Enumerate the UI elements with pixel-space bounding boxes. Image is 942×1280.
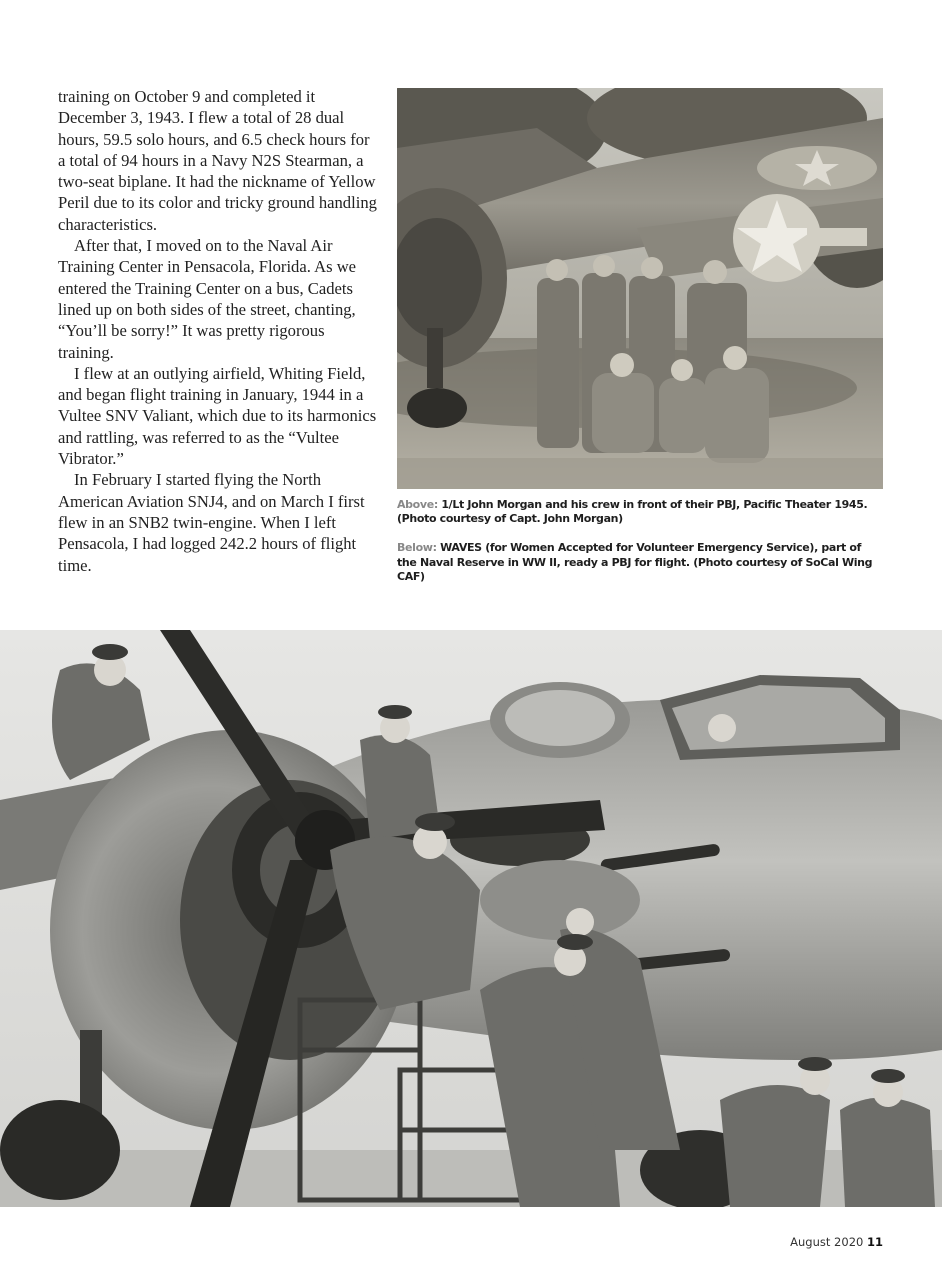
crew-photo [397, 88, 883, 489]
issue-date: August 2020 [790, 1235, 864, 1249]
photo-captions [397, 498, 883, 599]
paragraph-2: After that, I moved on to the Naval Air Training Center in Pensacola, Florida. As we entered the Training Center on a bus, Cadets lined up on both sides of the street, chanting, “You’ll be sorry!” It was pretty rigorous training. [58, 236, 357, 362]
waves-photo-illustration [0, 630, 942, 1207]
caption-below-label: Below: [397, 541, 437, 555]
caption-above-label: Above: [397, 498, 438, 511]
caption-below [397, 541, 883, 584]
paragraph-1: training on October 9 and completed it December 3, 1943. I flew a total of 28 dual hours, 59.5 solo hours, and 6.5 check hours for a total of 94 hours in a Navy N2S Stearman, a two-seat biplane. It had the nickname of Yellow Peril due to its color and tricky ground handling characteristics. [58, 87, 377, 234]
crew-photo-illustration [397, 88, 883, 489]
page-folio [790, 1235, 883, 1249]
page-number: 11 [866, 1235, 883, 1249]
article-column [58, 86, 380, 576]
paragraph-4: In February I started flying the North American Aviation SNJ4, and on March I first flew in an SNB2 twin-engine. When I left Pensacola, I had logged 242.2 hours of flight time. [58, 470, 365, 575]
caption-below-text: WAVES (for Women Accepted for Volunteer Emergency Service), part of the Naval Reserve in WW II, ready a PBJ for flight. (Photo courtesy of SoCal Wing CAF) [397, 541, 873, 583]
waves-photo [0, 630, 942, 1207]
paragraph-3: I flew at an outlying airfield, Whiting Field, and began flight training in January, 1944 in a Vultee SNV Valiant, which due to its harmonics and rattling, was referred to as the “Vultee Vibrator.” [58, 363, 377, 469]
caption-above-text: 1/Lt John Morgan and his crew in front of their PBJ, Pacific Theater 1945. (Photo courtesy of Capt. John Morgan) [397, 498, 868, 526]
caption-above [397, 498, 883, 526]
